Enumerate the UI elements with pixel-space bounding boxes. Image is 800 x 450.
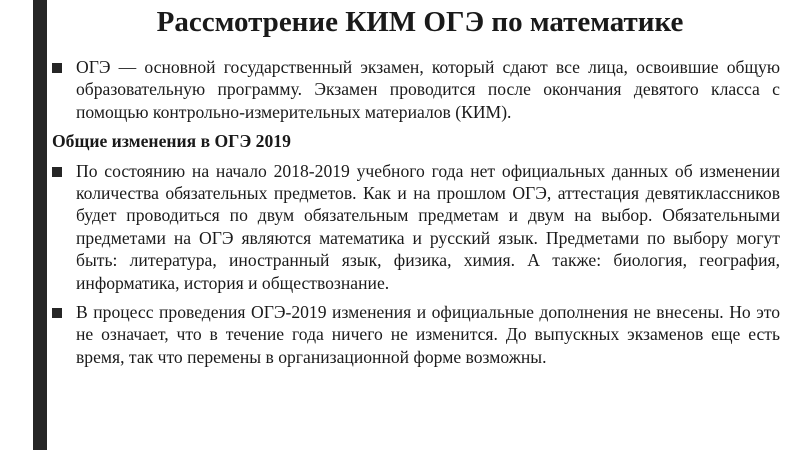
square-bullet-icon <box>52 63 62 73</box>
square-bullet-icon <box>52 167 62 177</box>
bullet-item-intro <box>52 56 780 123</box>
square-bullet-icon <box>52 308 62 318</box>
slide-title: Рассмотрение КИМ ОГЭ по математике <box>156 6 684 38</box>
left-accent-bar <box>33 0 47 450</box>
bullet-item-subjects <box>52 160 780 294</box>
slide-content <box>52 56 780 375</box>
section-heading: Общие изменения в ОГЭ 2019 <box>52 131 291 152</box>
bullet-text: ОГЭ — основной государственный экзамен, который сдают все лица, освоившие общую образовательную программу. Экзамен проводится после окончания девятого класса с помощью контрольно-измерительных материалов (КИМ). <box>76 57 780 122</box>
bullet-item-changes <box>52 301 780 368</box>
bullet-text: По состоянию на начало 2018-2019 учебного года нет официальных данных об изменении количества обязательных предметов. Как и на прошлом ОГЭ, аттестация девятиклассников будет проводиться по двум обязательным предметам и двум на выбор. Обязательными предметами на ОГЭ являются математика и русский язык. Предметами по выбору могут быть: литература, иностранный язык, физика, химия. А также: биология, география, информатика, история и обществознание. <box>76 160 780 293</box>
bullet-text: В процесс проведения ОГЭ-2019 изменения и официальные дополнения не внесены. Но это не означает, что в течение года ничего не изменится. До выпускных экзаменов еще есть время, так что перемены в организационной форме возможны. <box>76 302 780 367</box>
